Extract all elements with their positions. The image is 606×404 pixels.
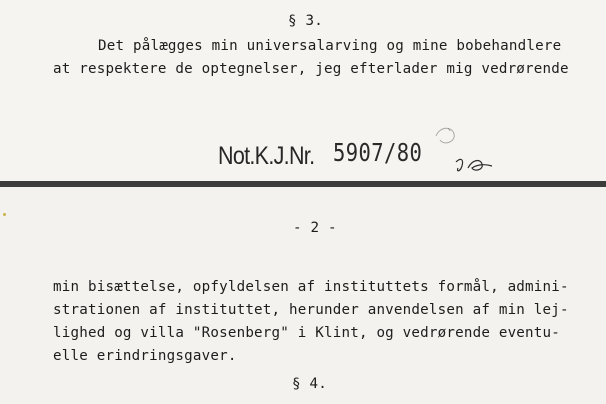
paragraph-line-6: elle erindringsgaver. bbox=[53, 348, 237, 364]
paragraph-line-1: Det pålægges min universalarving og mine bobehandlere bbox=[98, 38, 562, 54]
paragraph-line-5: lighed og villa "Rosenberg" i Klint, og vedrørende eventu- bbox=[53, 325, 561, 341]
paper-speck bbox=[3, 213, 6, 216]
handwritten-initials-mark bbox=[452, 154, 496, 176]
page-number: - 2 - bbox=[293, 220, 337, 236]
case-number-value: 5907/80 bbox=[333, 138, 423, 167]
top-page-fragment bbox=[0, 0, 606, 181]
section-heading-4: § 4. bbox=[292, 376, 327, 392]
case-number-label: Not.K.J.Nr. bbox=[218, 142, 315, 170]
bottom-page-fragment bbox=[0, 187, 606, 404]
section-heading-3: § 3. bbox=[288, 13, 323, 29]
paragraph-line-2: at respektere de optegnelser, jeg efterlader mig vedrørende bbox=[53, 61, 569, 77]
pen-scribble-mark bbox=[428, 122, 468, 152]
paragraph-line-3: min bisættelse, opfyldelsen af instituttets formål, admini- bbox=[53, 279, 569, 295]
paragraph-line-4: strationen af instituttet, herunder anvendelsen af min lej- bbox=[53, 302, 569, 318]
